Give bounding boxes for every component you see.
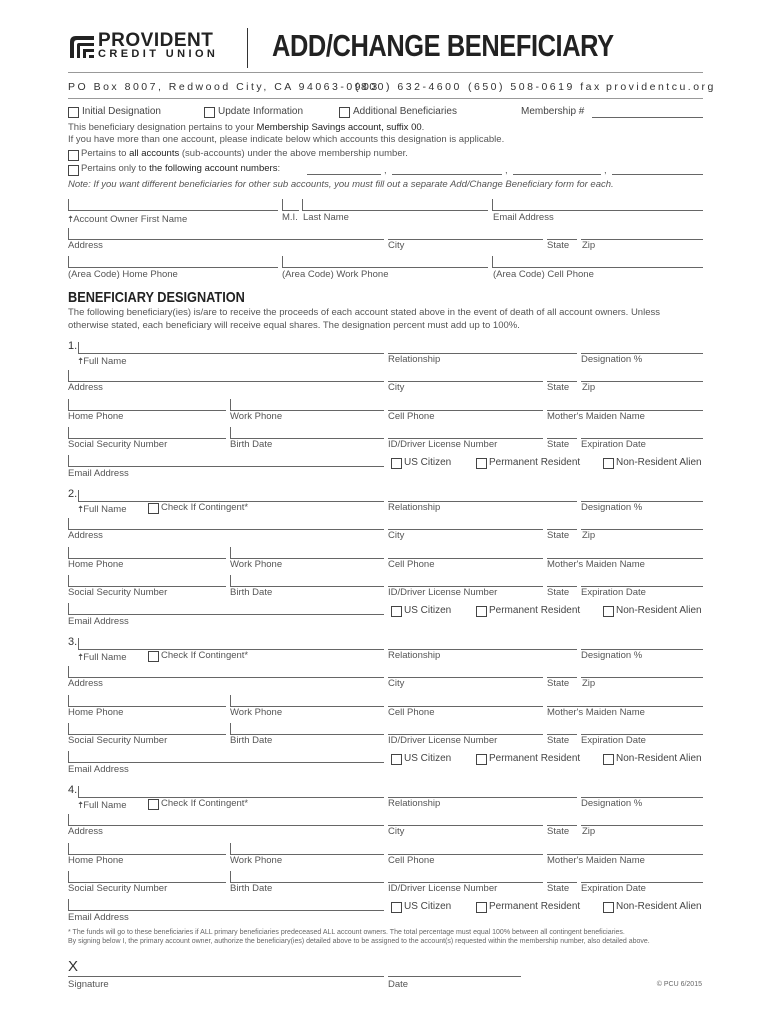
date-label: Date — [388, 979, 409, 990]
beneficiary-1-address-label: Address — [68, 382, 103, 393]
owner-city-label: City — [388, 240, 405, 251]
beneficiary-3-id-label: ID/Driver License Number — [388, 735, 498, 746]
beneficiary-1-relationship-label: Relationship — [388, 354, 441, 365]
beneficiary-2-number: 2. — [68, 488, 78, 500]
beneficiary-2-expiration-label: Expiration Date — [581, 587, 646, 598]
beneficiary-description-1: The following beneficiary(ies) is/are to receive the proceeds of each account stated above in the event of death of all account owners. Unless — [68, 307, 660, 318]
beneficiary-3-address-label: Address — [68, 678, 103, 689]
beneficiary-1-address-field[interactable] — [68, 381, 384, 382]
authorization-text: By signing below I, the primary account owner, authorize the beneficiary(ies) detailed above to be assigned to the account(s) requested within the membership number, also detailed above. — [68, 938, 650, 945]
beneficiary-4-maiden-name-label: Mother's Maiden Name — [547, 855, 645, 866]
beneficiary-4-city-label: City — [388, 826, 405, 837]
beneficiary-4-non-resident-label: Non-Resident Alien — [616, 901, 702, 912]
owner-mi-field[interactable] — [282, 210, 299, 211]
field-tick — [78, 490, 79, 501]
beneficiary-1-home-phone-label: Home Phone — [68, 411, 124, 422]
owner-mi-label: M.I. — [282, 212, 298, 223]
all-accounts-checkbox[interactable] — [68, 150, 79, 161]
mailing-address: PO Box 8007, Redwood City, CA 94063-0903 — [68, 81, 380, 93]
owner-first-name-field[interactable] — [68, 210, 278, 211]
field-tick — [68, 427, 69, 438]
beneficiary-2-maiden-name-label: Mother's Maiden Name — [547, 559, 645, 570]
field-tick — [68, 370, 69, 381]
beneficiary-1-email-field[interactable] — [68, 466, 384, 467]
beneficiary-2-us-citizen-label: US Citizen — [404, 605, 452, 616]
beneficiary-4-full-name-label: 🠅Full Name — [78, 800, 127, 811]
field-tick — [68, 256, 69, 267]
membership-number-label: Membership # — [521, 106, 585, 117]
beneficiary-2-address-label: Address — [68, 530, 103, 541]
beneficiary-3-us-citizen-label: US Citizen — [404, 753, 452, 764]
beneficiary-1-id-state-label: State — [547, 439, 570, 450]
field-tick — [68, 899, 69, 910]
beneficiary-4-id-label: ID/Driver License Number — [388, 883, 498, 894]
owner-state-label: State — [547, 240, 570, 251]
brand-name: PROVIDENT — [98, 30, 214, 51]
arrow-up-icon: 🠅 — [78, 652, 84, 663]
beneficiary-3-expiration-label: Expiration Date — [581, 735, 646, 746]
beneficiary-2-city-label: City — [388, 530, 405, 541]
owner-zip-field[interactable] — [581, 239, 703, 240]
account-number-field-2[interactable] — [392, 174, 502, 175]
beneficiary-4-address-label: Address — [68, 826, 103, 837]
website: providentcu.org — [606, 81, 716, 93]
beneficiary-3-address-field[interactable] — [68, 677, 384, 678]
date-field[interactable] — [388, 976, 521, 977]
field-tick — [68, 751, 69, 762]
owner-cell-phone-field[interactable] — [492, 267, 703, 268]
arrow-up-icon: 🠅 — [78, 800, 84, 811]
beneficiary-1-designation-label: Designation % — [581, 354, 643, 365]
beneficiary-3-home-phone-label: Home Phone — [68, 707, 124, 718]
beneficiary-3-zip-field[interactable] — [581, 677, 703, 678]
beneficiary-2-permanent-resident-checkbox[interactable] — [476, 606, 487, 617]
arrow-up-icon: 🠅 — [78, 504, 84, 515]
beneficiary-2-id-state-label: State — [547, 587, 570, 598]
arrow-up-icon: 🠅 — [78, 356, 84, 367]
field-tick — [230, 575, 231, 586]
beneficiary-2-permanent-resident-label: Permanent Resident — [489, 605, 581, 616]
beneficiary-2-cell-phone-label: Cell Phone — [388, 559, 435, 570]
beneficiary-1-us-citizen-checkbox[interactable] — [391, 458, 402, 469]
beneficiary-4-permanent-resident-checkbox[interactable] — [476, 902, 487, 913]
beneficiary-3-work-phone-label: Work Phone — [230, 707, 283, 718]
field-tick — [230, 547, 231, 558]
account-number-field-3[interactable] — [513, 174, 601, 175]
beneficiary-2-non-resident-checkbox[interactable] — [603, 606, 614, 617]
field-tick — [230, 399, 231, 410]
beneficiary-4-state-label: State — [547, 826, 570, 837]
comma-3: , — [604, 165, 607, 176]
field-tick — [492, 199, 493, 210]
beneficiary-1-ssn-label: Social Security Number — [68, 439, 168, 450]
beneficiary-1-number: 1. — [68, 340, 78, 352]
field-tick — [68, 199, 69, 210]
header-rule-bottom — [68, 98, 703, 99]
beneficiary-1-us-citizen-label: US Citizen — [404, 457, 452, 468]
field-tick — [68, 399, 69, 410]
comma-2: , — [505, 165, 508, 176]
update-information-label: Update Information — [218, 106, 304, 117]
beneficiary-4-zip-label: Zip — [582, 826, 596, 837]
beneficiary-3-contingent-label: Check If Contingent* — [161, 650, 249, 661]
field-tick — [68, 814, 69, 825]
beneficiary-2-designation-label: Designation % — [581, 502, 643, 513]
beneficiary-4-work-phone-label: Work Phone — [230, 855, 283, 866]
beneficiary-1-cell-phone-label: Cell Phone — [388, 411, 435, 422]
beneficiary-4-birth-date-label: Birth Date — [230, 883, 273, 894]
beneficiary-4-us-citizen-checkbox[interactable] — [391, 902, 402, 913]
beneficiary-3-number: 3. — [68, 636, 78, 648]
beneficiary-2-home-phone-label: Home Phone — [68, 559, 124, 570]
beneficiary-2-contingent-checkbox[interactable] — [148, 503, 159, 514]
beneficiary-section-heading: BENEFICIARY DESIGNATION — [68, 289, 245, 306]
beneficiary-4-non-resident-checkbox[interactable] — [603, 902, 614, 913]
beneficiary-3-contingent-checkbox[interactable] — [148, 651, 159, 662]
beneficiary-3-permanent-resident-checkbox[interactable] — [476, 754, 487, 765]
owner-zip-label: Zip — [582, 240, 596, 251]
field-tick — [68, 843, 69, 854]
field-tick — [230, 723, 231, 734]
field-tick — [68, 666, 69, 677]
owner-cell-phone-label: (Area Code) Cell Phone — [493, 269, 594, 280]
owner-first-name-label: 🠅Account Owner First Name — [68, 214, 188, 225]
intro-line-2: If you have more than one account, please indicate below which accounts this designation is applicable. — [68, 134, 505, 145]
field-tick — [230, 843, 231, 854]
phone-number: (800) 632-4600 — [355, 81, 462, 93]
beneficiary-4-relationship-label: Relationship — [388, 798, 441, 809]
field-tick — [68, 547, 69, 558]
fax-number: (650) 508-0619 fax — [468, 81, 602, 93]
beneficiary-4-id-state-label: State — [547, 883, 570, 894]
brand-subtitle: CREDIT UNION — [98, 48, 219, 60]
beneficiary-1-maiden-name-label: Mother's Maiden Name — [547, 411, 645, 422]
field-tick — [230, 695, 231, 706]
arrow-up-icon: 🠅 — [68, 214, 74, 225]
field-tick — [68, 575, 69, 586]
account-number-field-1[interactable] — [307, 174, 381, 175]
signature-x-mark: X — [68, 958, 79, 975]
beneficiary-3-permanent-resident-label: Permanent Resident — [489, 753, 581, 764]
beneficiary-3-birth-date-label: Birth Date — [230, 735, 273, 746]
beneficiary-4-email-field[interactable] — [68, 910, 384, 911]
field-tick — [302, 199, 303, 210]
contingent-footnote: * The funds will go to these beneficiaries if ALL primary beneficiaries predeceased ALL account owners. The total percentage must equal 100% between all contingent beneficiaries. — [68, 929, 625, 936]
field-tick — [492, 256, 493, 267]
beneficiary-3-zip-label: Zip — [582, 678, 596, 689]
beneficiary-description-2: otherwise stated, each beneficiary will receive equal shares. The designation percent must add up to 100%. — [68, 320, 520, 331]
beneficiary-3-us-citizen-checkbox[interactable] — [391, 754, 402, 765]
intro-line-1: This beneficiary designation pertains to your Membership Savings account, suffix 00. — [68, 122, 425, 133]
beneficiary-3-state-label: State — [547, 678, 570, 689]
beneficiary-2-contingent-label: Check If Contingent* — [161, 502, 249, 513]
sub-account-note: Note: If you want different beneficiaries for other sub accounts, you must fill out a separate Add/Change Beneficiary form for each. — [68, 179, 614, 190]
beneficiary-4-contingent-label: Check If Contingent* — [161, 798, 249, 809]
field-tick — [68, 228, 69, 239]
beneficiary-2-full-name-label: 🠅Full Name — [78, 504, 127, 515]
field-tick — [68, 603, 69, 614]
beneficiary-3-non-resident-checkbox[interactable] — [603, 754, 614, 765]
beneficiary-4-expiration-label: Expiration Date — [581, 883, 646, 894]
owner-address-field[interactable] — [68, 239, 384, 240]
comma-1: , — [384, 165, 387, 176]
beneficiary-2-email-field[interactable] — [68, 614, 384, 615]
field-tick — [282, 256, 283, 267]
signature-field[interactable] — [68, 976, 384, 977]
beneficiary-3-designation-label: Designation % — [581, 650, 643, 661]
beneficiary-3-ssn-label: Social Security Number — [68, 735, 168, 746]
beneficiary-3-full-name-label: 🠅Full Name — [78, 652, 127, 663]
additional-beneficiaries-checkbox[interactable] — [339, 107, 350, 118]
owner-work-phone-field[interactable] — [282, 267, 488, 268]
beneficiary-3-maiden-name-label: Mother's Maiden Name — [547, 707, 645, 718]
beneficiary-1-zip-label: Zip — [582, 382, 596, 393]
update-information-checkbox[interactable] — [204, 107, 215, 118]
beneficiary-1-work-phone-label: Work Phone — [230, 411, 283, 422]
beneficiary-4-permanent-resident-label: Permanent Resident — [489, 901, 581, 912]
beneficiary-4-address-field[interactable] — [68, 825, 384, 826]
beneficiary-2-ssn-label: Social Security Number — [68, 587, 168, 598]
beneficiary-2-non-resident-label: Non-Resident Alien — [616, 605, 702, 616]
owner-city-field[interactable] — [388, 239, 543, 240]
beneficiary-2-state-label: State — [547, 530, 570, 541]
header-rule — [68, 72, 703, 73]
page-title: ADD/CHANGE BENEFICIARY — [272, 28, 614, 63]
initial-designation-checkbox[interactable] — [68, 107, 79, 118]
beneficiary-4-contingent-checkbox[interactable] — [148, 799, 159, 810]
additional-beneficiaries-label: Additional Beneficiaries — [353, 106, 457, 117]
account-number-field-4[interactable] — [612, 174, 703, 175]
beneficiary-4-us-citizen-label: US Citizen — [404, 901, 452, 912]
beneficiary-1-email-label: Email Address — [68, 468, 129, 479]
beneficiary-1-full-name-label: 🠅Full Name — [78, 356, 127, 367]
beneficiary-4-number: 4. — [68, 784, 78, 796]
beneficiary-3-city-field[interactable] — [388, 677, 543, 678]
beneficiary-1-expiration-label: Expiration Date — [581, 439, 646, 450]
beneficiary-2-relationship-label: Relationship — [388, 502, 441, 513]
field-tick — [68, 871, 69, 882]
owner-home-phone-label: (Area Code) Home Phone — [68, 269, 178, 280]
field-tick — [78, 638, 79, 649]
beneficiary-2-zip-label: Zip — [582, 530, 596, 541]
beneficiary-3-city-label: City — [388, 678, 405, 689]
beneficiary-3-relationship-label: Relationship — [388, 650, 441, 661]
beneficiary-1-city-field[interactable] — [388, 381, 543, 382]
beneficiary-4-home-phone-label: Home Phone — [68, 855, 124, 866]
beneficiary-4-ssn-label: Social Security Number — [68, 883, 168, 894]
beneficiary-1-zip-field[interactable] — [581, 381, 703, 382]
initial-designation-label: Initial Designation — [82, 106, 161, 117]
beneficiary-3-id-state-label: State — [547, 735, 570, 746]
specific-accounts-checkbox[interactable] — [68, 165, 79, 176]
beneficiary-1-id-label: ID/Driver License Number — [388, 439, 498, 450]
beneficiary-1-permanent-resident-checkbox[interactable] — [476, 458, 487, 469]
all-accounts-label: Pertains to all accounts (sub-accounts) under the above membership number. — [81, 148, 408, 159]
owner-work-phone-label: (Area Code) Work Phone — [282, 269, 389, 280]
beneficiary-3-email-field[interactable] — [68, 762, 384, 763]
provident-logo-icon — [68, 32, 96, 60]
field-tick — [68, 695, 69, 706]
owner-home-phone-field[interactable] — [68, 267, 278, 268]
owner-last-name-label: Last Name — [303, 212, 349, 223]
beneficiary-4-city-field[interactable] — [388, 825, 543, 826]
specific-accounts-label: Pertains only to the following account numbers: — [81, 163, 281, 174]
beneficiary-2-work-phone-label: Work Phone — [230, 559, 283, 570]
beneficiary-1-city-label: City — [388, 382, 405, 393]
beneficiary-4-zip-field[interactable] — [581, 825, 703, 826]
beneficiary-4-designation-label: Designation % — [581, 798, 643, 809]
beneficiary-2-address-field[interactable] — [68, 529, 384, 530]
beneficiary-3-non-resident-label: Non-Resident Alien — [616, 753, 702, 764]
beneficiary-2-id-label: ID/Driver License Number — [388, 587, 498, 598]
owner-address-label: Address — [68, 240, 103, 251]
beneficiary-2-city-field[interactable] — [388, 529, 543, 530]
field-tick — [78, 786, 79, 797]
field-tick — [230, 427, 231, 438]
signature-label: Signature — [68, 979, 109, 990]
beneficiary-1-permanent-resident-label: Permanent Resident — [489, 457, 581, 468]
field-tick — [78, 342, 79, 353]
owner-email-field[interactable] — [492, 210, 703, 211]
beneficiary-2-birth-date-label: Birth Date — [230, 587, 273, 598]
beneficiary-1-non-resident-label: Non-Resident Alien — [616, 457, 702, 468]
header-divider — [247, 28, 248, 68]
field-tick — [68, 518, 69, 529]
beneficiary-4-email-label: Email Address — [68, 912, 129, 923]
field-tick — [282, 199, 283, 210]
owner-email-label: Email Address — [493, 212, 554, 223]
beneficiary-2-email-label: Email Address — [68, 616, 129, 627]
field-tick — [68, 723, 69, 734]
beneficiary-1-state-label: State — [547, 382, 570, 393]
beneficiary-2-us-citizen-checkbox[interactable] — [391, 606, 402, 617]
field-tick — [68, 455, 69, 466]
field-tick — [230, 871, 231, 882]
owner-last-name-field[interactable] — [302, 210, 488, 211]
beneficiary-1-non-resident-checkbox[interactable] — [603, 458, 614, 469]
beneficiary-3-email-label: Email Address — [68, 764, 129, 775]
beneficiary-1-birth-date-label: Birth Date — [230, 439, 273, 450]
beneficiary-4-cell-phone-label: Cell Phone — [388, 855, 435, 866]
copyright: © PCU 6/2015 — [656, 981, 702, 988]
beneficiary-3-cell-phone-label: Cell Phone — [388, 707, 435, 718]
beneficiary-2-zip-field[interactable] — [581, 529, 703, 530]
membership-number-field[interactable] — [592, 117, 703, 118]
